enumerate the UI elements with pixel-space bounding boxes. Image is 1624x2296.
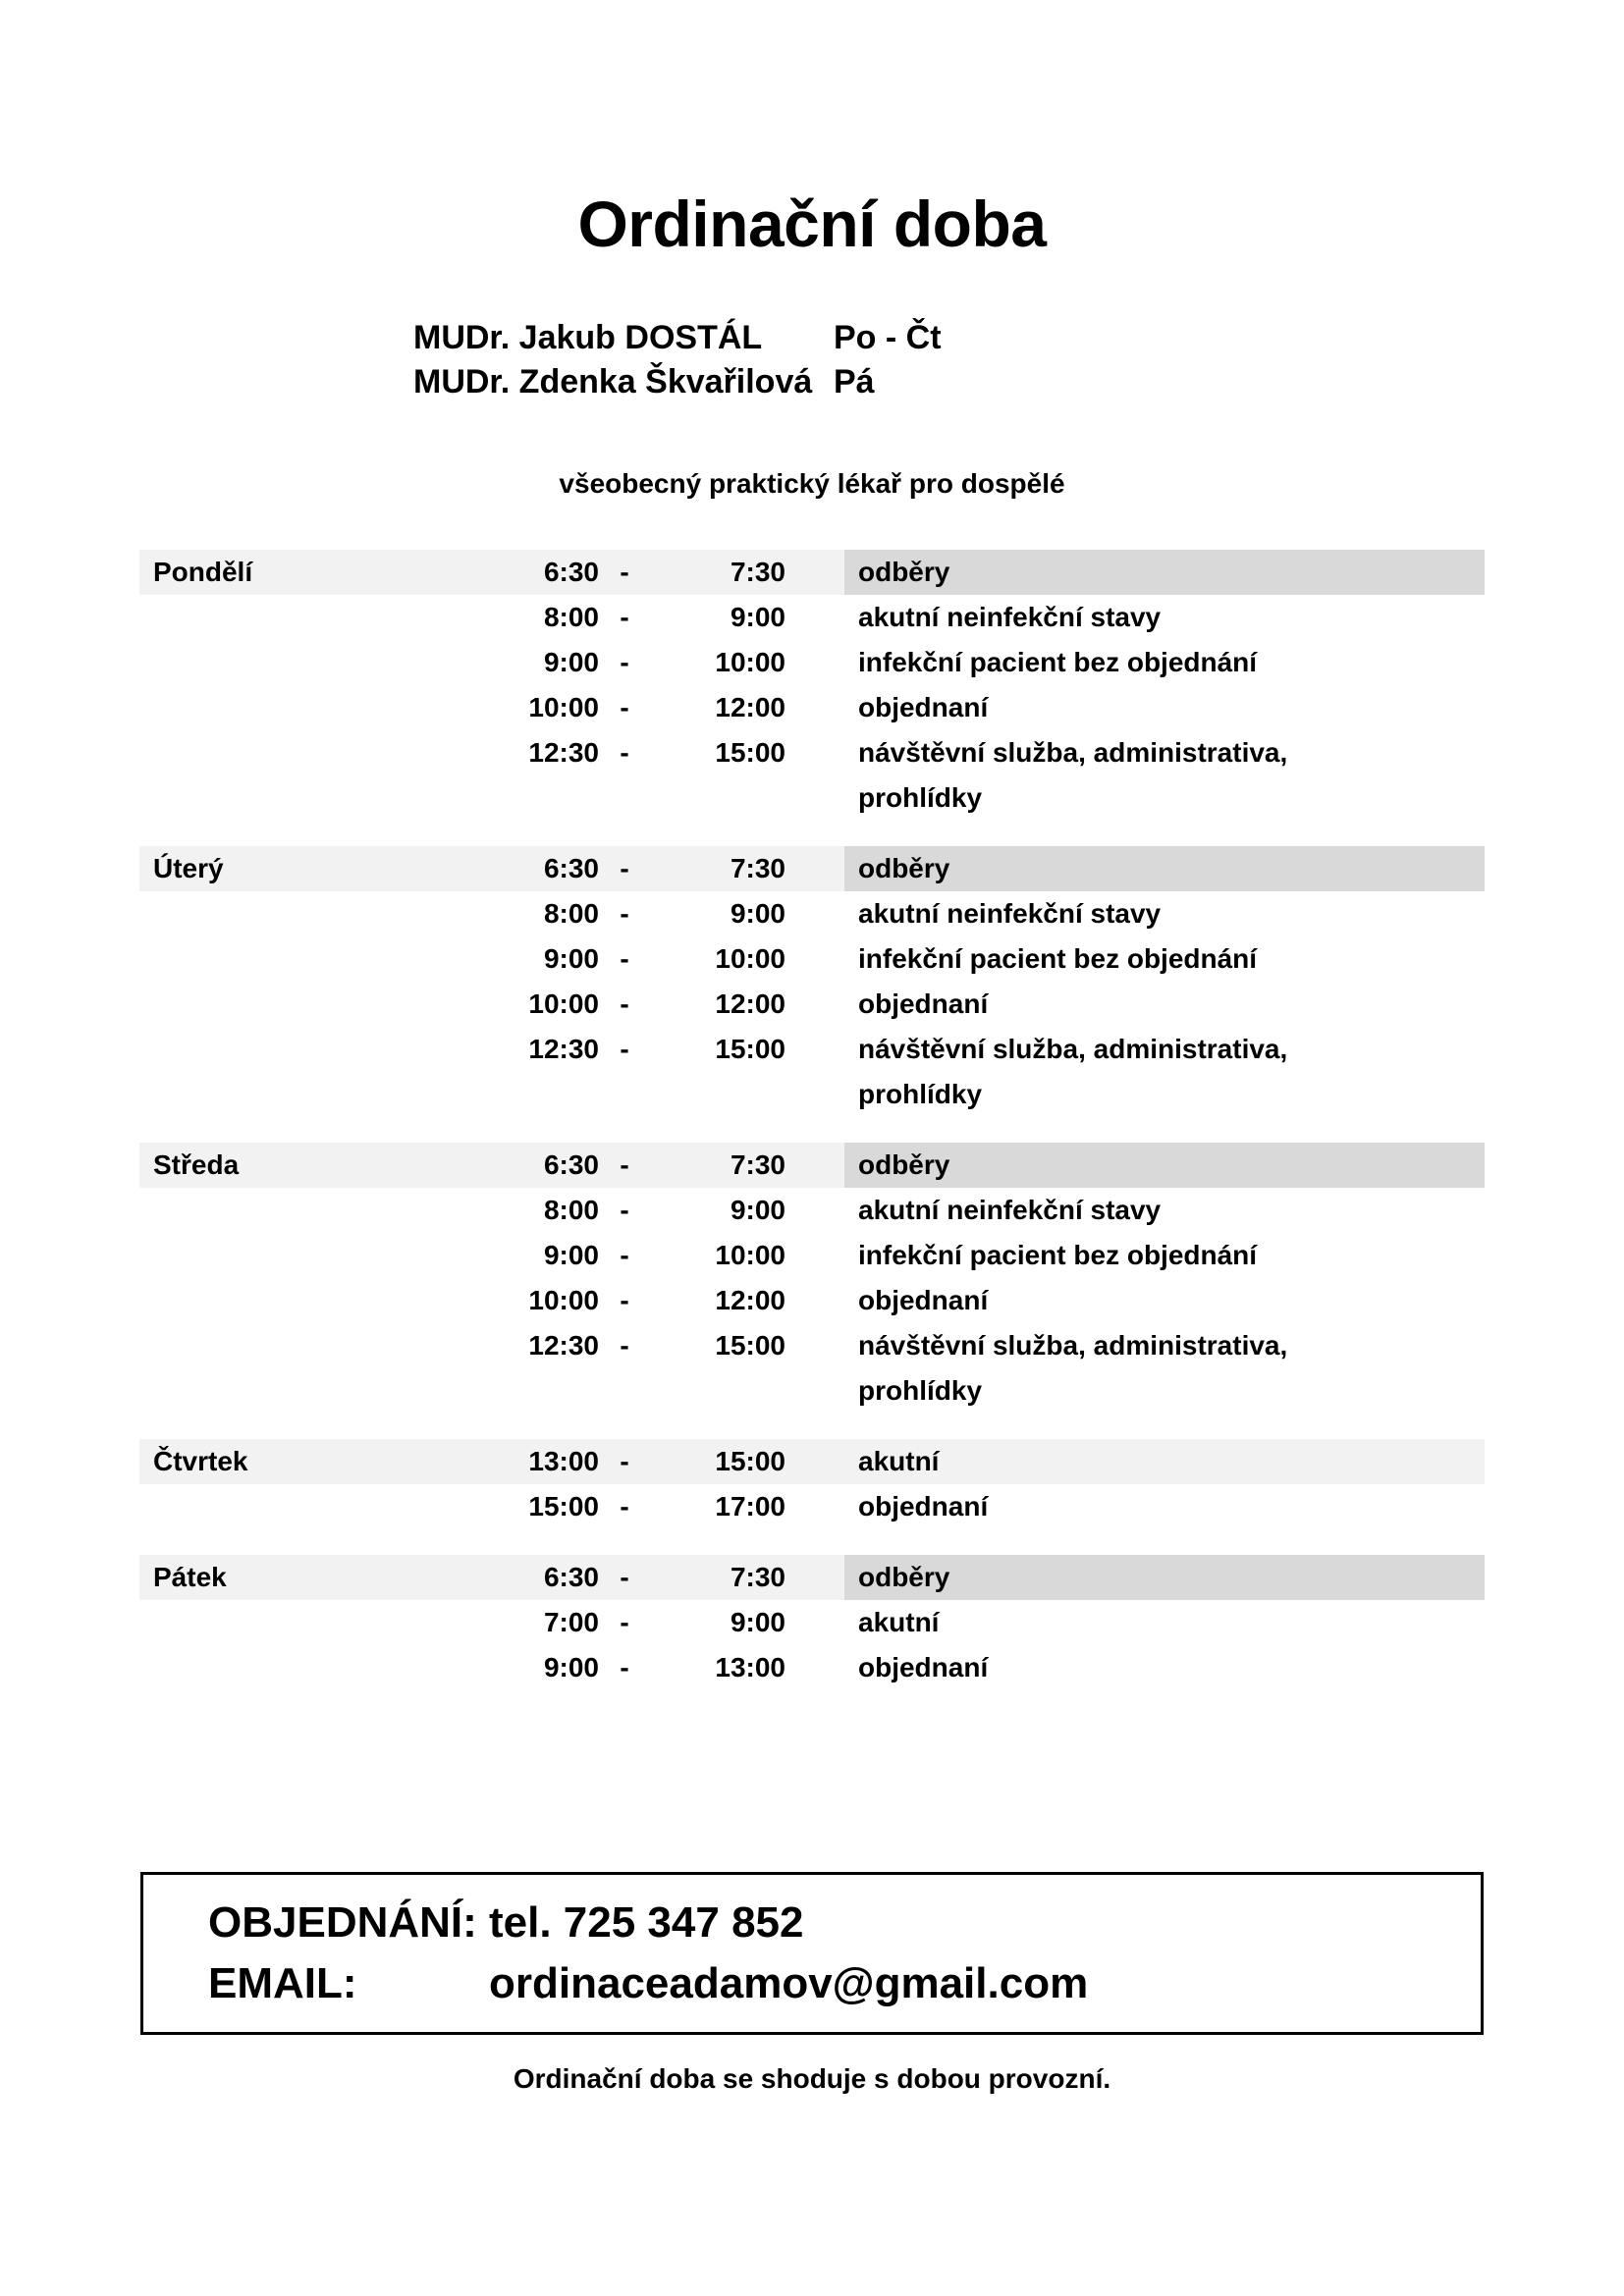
column-gap bbox=[785, 1233, 844, 1278]
schedule-row bbox=[139, 1143, 1485, 1188]
time-from: 6:30 bbox=[463, 550, 599, 595]
service-description-continuation: prohlídky bbox=[858, 1375, 983, 1406]
time-to: 9:00 bbox=[730, 602, 785, 632]
time-to: 10:00 bbox=[715, 1240, 785, 1270]
column-gap bbox=[785, 1027, 844, 1072]
doctor-days: Pá bbox=[834, 363, 875, 401]
service-description: objednaní bbox=[858, 1652, 989, 1682]
column-gap bbox=[785, 1188, 844, 1233]
footer-note: Ordinační doba se shoduje s dobou provozní. bbox=[513, 2063, 1111, 2094]
service-description: objednaní bbox=[858, 1491, 989, 1522]
column-gap bbox=[785, 982, 844, 1027]
schedule-row-continuation bbox=[139, 1368, 1485, 1414]
time-to: 9:00 bbox=[730, 1607, 785, 1637]
time-from: 13:00 bbox=[463, 1439, 599, 1484]
day-label: Úterý bbox=[139, 846, 463, 891]
specialty-subtitle: všeobecný praktický lékař pro dospělé bbox=[559, 468, 1065, 499]
time-from: 12:30 bbox=[528, 1034, 599, 1064]
day-label bbox=[139, 730, 463, 775]
time-to: 7:30 bbox=[650, 1555, 785, 1600]
contact-label-objednani: OBJEDNÁNÍ: bbox=[208, 1897, 477, 1947]
time-from: 12:30 bbox=[528, 1330, 599, 1361]
schedule-row bbox=[139, 730, 1485, 775]
time-to: 15:00 bbox=[715, 1330, 785, 1361]
time-from: 6:30 bbox=[463, 1555, 599, 1600]
time-to: 7:30 bbox=[650, 1143, 785, 1188]
contact-value-objednani[interactable]: tel. 725 347 852 bbox=[489, 1897, 804, 1947]
time-dash: - bbox=[599, 1439, 650, 1484]
time-from: 9:00 bbox=[543, 647, 599, 677]
time-dash: - bbox=[620, 1240, 629, 1270]
schedule-row bbox=[139, 1027, 1485, 1072]
service-description-continuation: prohlídky bbox=[858, 782, 983, 813]
service-description: akutní bbox=[844, 1439, 1485, 1484]
time-from: 6:30 bbox=[463, 1143, 599, 1188]
day-label: Pondělí bbox=[139, 550, 463, 595]
time-to: 15:00 bbox=[715, 1034, 785, 1064]
time-from: 12:30 bbox=[528, 737, 599, 768]
time-dash: - bbox=[620, 737, 629, 768]
page-title: Ordinační doba bbox=[577, 187, 1047, 261]
column-gap bbox=[785, 891, 844, 936]
column-gap bbox=[785, 1072, 844, 1117]
day-label bbox=[139, 595, 463, 640]
schedule-table bbox=[139, 550, 1485, 1690]
day-label bbox=[139, 1484, 463, 1529]
contact-row bbox=[208, 1893, 1481, 1953]
column-gap bbox=[785, 1600, 844, 1645]
schedule-row bbox=[139, 936, 1485, 982]
doctor-row bbox=[413, 360, 1218, 404]
time-dash: - bbox=[620, 988, 629, 1019]
day-label bbox=[139, 982, 463, 1027]
day-block bbox=[139, 1555, 1485, 1690]
day-label bbox=[139, 1027, 463, 1072]
service-description: objednaní bbox=[858, 692, 989, 722]
column-gap bbox=[785, 846, 844, 891]
time-to: 17:00 bbox=[715, 1491, 785, 1522]
column-gap bbox=[785, 1555, 844, 1600]
time-dash-empty bbox=[599, 1368, 650, 1414]
schedule-row bbox=[139, 1278, 1485, 1323]
schedule-row bbox=[139, 685, 1485, 730]
doctor-days: Po - Čt bbox=[834, 319, 942, 356]
time-from: 9:00 bbox=[543, 1652, 599, 1682]
day-label bbox=[139, 685, 463, 730]
service-description-continuation: prohlídky bbox=[858, 1079, 983, 1109]
schedule-row bbox=[139, 1484, 1485, 1529]
day-label bbox=[139, 891, 463, 936]
schedule-row bbox=[139, 1600, 1485, 1645]
time-dash: - bbox=[599, 1555, 650, 1600]
time-dash: - bbox=[620, 1195, 629, 1225]
time-from-empty bbox=[463, 1368, 599, 1414]
service-description: návštěvní služba, administrativa, bbox=[858, 737, 1288, 768]
time-to: 9:00 bbox=[730, 898, 785, 929]
time-dash: - bbox=[599, 1143, 650, 1188]
time-to: 13:00 bbox=[715, 1652, 785, 1682]
schedule-row-continuation bbox=[139, 1072, 1485, 1117]
schedule-row bbox=[139, 1233, 1485, 1278]
day-label-empty bbox=[139, 775, 463, 821]
time-dash: - bbox=[620, 1607, 629, 1637]
column-gap bbox=[785, 1484, 844, 1529]
time-dash: - bbox=[620, 1330, 629, 1361]
column-gap bbox=[785, 730, 844, 775]
time-to-empty bbox=[650, 1368, 785, 1414]
time-to-empty bbox=[650, 775, 785, 821]
column-gap bbox=[785, 640, 844, 685]
time-to: 7:30 bbox=[650, 550, 785, 595]
column-gap bbox=[785, 595, 844, 640]
time-to: 15:00 bbox=[650, 1439, 785, 1484]
day-label-empty bbox=[139, 1368, 463, 1414]
schedule-row bbox=[139, 982, 1485, 1027]
day-label bbox=[139, 1188, 463, 1233]
doctor-name: MUDr. Zdenka Škvařilová bbox=[413, 363, 813, 401]
time-to: 7:30 bbox=[650, 846, 785, 891]
day-block bbox=[139, 1439, 1485, 1529]
doctor-name: MUDr. Jakub DOSTÁL bbox=[413, 319, 763, 356]
time-to: 9:00 bbox=[730, 1195, 785, 1225]
schedule-row bbox=[139, 846, 1485, 891]
doctors-list bbox=[413, 316, 1218, 404]
column-gap bbox=[785, 775, 844, 821]
time-dash: - bbox=[620, 647, 629, 677]
time-dash: - bbox=[620, 1285, 629, 1315]
schedule-row bbox=[139, 1323, 1485, 1368]
schedule-row bbox=[139, 1188, 1485, 1233]
time-from: 8:00 bbox=[543, 898, 599, 929]
contact-row bbox=[208, 1953, 1481, 2014]
day-block bbox=[139, 1143, 1485, 1414]
time-dash: - bbox=[620, 1652, 629, 1682]
time-dash: - bbox=[620, 692, 629, 722]
schedule-row bbox=[139, 1645, 1485, 1690]
time-from: 8:00 bbox=[543, 602, 599, 632]
time-to: 12:00 bbox=[715, 692, 785, 722]
time-dash: - bbox=[620, 1491, 629, 1522]
schedule-row bbox=[139, 891, 1485, 936]
service-description: infekční pacient bez objednání bbox=[858, 943, 1258, 974]
time-from: 10:00 bbox=[528, 692, 599, 722]
time-dash: - bbox=[599, 550, 650, 595]
column-gap bbox=[785, 1143, 844, 1188]
column-gap bbox=[785, 1645, 844, 1690]
time-from: 7:00 bbox=[543, 1607, 599, 1637]
time-to-empty bbox=[650, 1072, 785, 1117]
column-gap bbox=[785, 1323, 844, 1368]
time-dash: - bbox=[599, 846, 650, 891]
time-from: 15:00 bbox=[528, 1491, 599, 1522]
schedule-row bbox=[139, 550, 1485, 595]
day-label bbox=[139, 1278, 463, 1323]
service-description: odběry bbox=[844, 846, 1485, 891]
service-description: odběry bbox=[844, 550, 1485, 595]
day-label-empty bbox=[139, 1072, 463, 1117]
time-to: 15:00 bbox=[715, 737, 785, 768]
doctor-row bbox=[413, 316, 1218, 360]
column-gap bbox=[785, 1368, 844, 1414]
service-description: akutní bbox=[858, 1607, 940, 1637]
day-label bbox=[139, 936, 463, 982]
time-to: 10:00 bbox=[715, 647, 785, 677]
service-description: návštěvní služba, administrativa, bbox=[858, 1330, 1288, 1361]
time-dash-empty bbox=[599, 775, 650, 821]
column-gap bbox=[785, 550, 844, 595]
column-gap bbox=[785, 685, 844, 730]
schedule-row bbox=[139, 1555, 1485, 1600]
day-label: Pátek bbox=[139, 1555, 463, 1600]
schedule-row bbox=[139, 640, 1485, 685]
service-description: odběry bbox=[844, 1555, 1485, 1600]
time-from: 8:00 bbox=[543, 1195, 599, 1225]
time-from: 9:00 bbox=[543, 1240, 599, 1270]
service-description: akutní neinfekční stavy bbox=[858, 602, 1162, 632]
time-from-empty bbox=[463, 775, 599, 821]
time-from: 9:00 bbox=[543, 943, 599, 974]
schedule-row bbox=[139, 1439, 1485, 1484]
time-dash: - bbox=[620, 1034, 629, 1064]
day-label bbox=[139, 1323, 463, 1368]
day-label bbox=[139, 1233, 463, 1278]
column-gap bbox=[785, 1278, 844, 1323]
day-block bbox=[139, 846, 1485, 1117]
service-description: odběry bbox=[844, 1143, 1485, 1188]
time-from-empty bbox=[463, 1072, 599, 1117]
contact-value-email[interactable]: ordinaceadamov@gmail.com bbox=[489, 1959, 1089, 2007]
day-label bbox=[139, 1600, 463, 1645]
contact-box bbox=[140, 1872, 1484, 2035]
time-dash: - bbox=[620, 898, 629, 929]
contact-label-email: EMAIL: bbox=[208, 1959, 357, 2007]
service-description: akutní neinfekční stavy bbox=[858, 898, 1162, 929]
time-dash: - bbox=[620, 943, 629, 974]
schedule-row-continuation bbox=[139, 775, 1485, 821]
time-dash-empty bbox=[599, 1072, 650, 1117]
column-gap bbox=[785, 936, 844, 982]
service-description: infekční pacient bez objednání bbox=[858, 1240, 1258, 1270]
time-from: 10:00 bbox=[528, 1285, 599, 1315]
time-to: 10:00 bbox=[715, 943, 785, 974]
time-from: 6:30 bbox=[463, 846, 599, 891]
service-description: objednaní bbox=[858, 1285, 989, 1315]
service-description: návštěvní služba, administrativa, bbox=[858, 1034, 1288, 1064]
time-to: 12:00 bbox=[715, 988, 785, 1019]
day-block bbox=[139, 550, 1485, 821]
time-from: 10:00 bbox=[528, 988, 599, 1019]
column-gap bbox=[785, 1439, 844, 1484]
service-description: akutní neinfekční stavy bbox=[858, 1195, 1162, 1225]
schedule-row bbox=[139, 595, 1485, 640]
day-label: Středa bbox=[139, 1143, 463, 1188]
time-to: 12:00 bbox=[715, 1285, 785, 1315]
service-description: infekční pacient bez objednání bbox=[858, 647, 1258, 677]
service-description: objednaní bbox=[858, 988, 989, 1019]
day-label bbox=[139, 1645, 463, 1690]
day-label bbox=[139, 640, 463, 685]
time-dash: - bbox=[620, 602, 629, 632]
day-label: Čtvrtek bbox=[139, 1439, 463, 1484]
